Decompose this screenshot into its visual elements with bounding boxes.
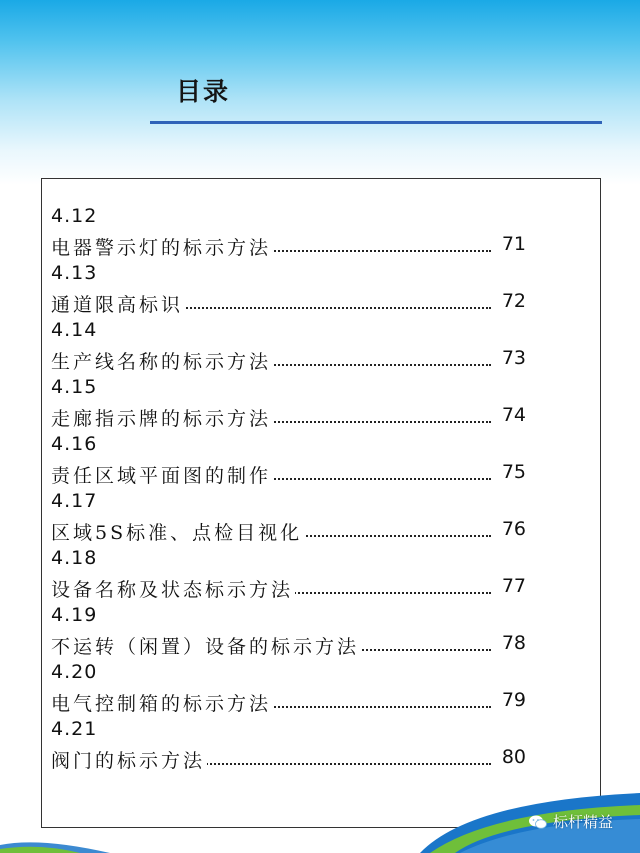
toc-section-number: 4.19 — [51, 604, 98, 626]
toc-entry — [42, 376, 600, 433]
toc-section-title: 电器警示灯的标示方法 — [51, 233, 273, 260]
toc-entry — [42, 205, 600, 262]
toc-entry — [42, 262, 600, 319]
toc-section-title: 生产线名称的标示方法 — [51, 347, 273, 374]
toc-page-number: 76 — [501, 518, 526, 540]
toc-section-number: 4.16 — [51, 433, 98, 455]
toc-section-number: 4.20 — [51, 661, 98, 683]
toc-section-number: 4.17 — [51, 490, 98, 512]
toc-section-title: 区域5S标准、点检目视化 — [51, 518, 304, 545]
toc-section-number: 4.13 — [51, 262, 98, 284]
toc-entry — [42, 718, 600, 775]
toc-section-number: 4.21 — [51, 718, 98, 740]
toc-section-number: 4.14 — [51, 319, 98, 341]
toc-section-title: 不运转（闲置）设备的标示方法 — [51, 632, 361, 659]
toc-section-title: 责任区域平面图的制作 — [51, 461, 273, 488]
toc-section-title: 设备名称及状态标示方法 — [51, 575, 295, 602]
toc-section-title: 阀门的标示方法 — [51, 746, 207, 773]
wechat-icon — [528, 814, 548, 830]
toc-page-number: 78 — [501, 632, 526, 654]
toc-section-title: 通道限高标识 — [51, 290, 185, 317]
toc-entry — [42, 433, 600, 490]
title-underline — [150, 121, 602, 124]
toc-page-number: 79 — [501, 689, 526, 711]
toc-section-title: 走廊指示牌的标示方法 — [51, 404, 273, 431]
toc-section-number: 4.12 — [51, 205, 98, 227]
toc-page-number: 74 — [501, 404, 526, 426]
toc-entry — [42, 490, 600, 547]
watermark-text: 标杆精益 — [553, 813, 614, 831]
toc-entry — [42, 661, 600, 718]
toc-section-number: 4.15 — [51, 376, 98, 398]
page-title: 目录 — [176, 77, 231, 106]
toc-section-title: 电气控制箱的标示方法 — [51, 689, 273, 716]
toc-page-number: 75 — [501, 461, 526, 483]
toc-entry — [42, 547, 600, 604]
toc-section-number: 4.18 — [51, 547, 98, 569]
toc-entry — [42, 319, 600, 376]
toc-page-number: 72 — [501, 290, 526, 312]
watermark — [528, 811, 613, 832]
toc-box — [41, 178, 601, 828]
toc-entry — [42, 604, 600, 661]
toc-page-number: 71 — [501, 233, 526, 255]
toc-page-number: 80 — [501, 746, 526, 768]
toc-page-number: 77 — [501, 575, 526, 597]
toc-page-number: 73 — [501, 347, 526, 369]
